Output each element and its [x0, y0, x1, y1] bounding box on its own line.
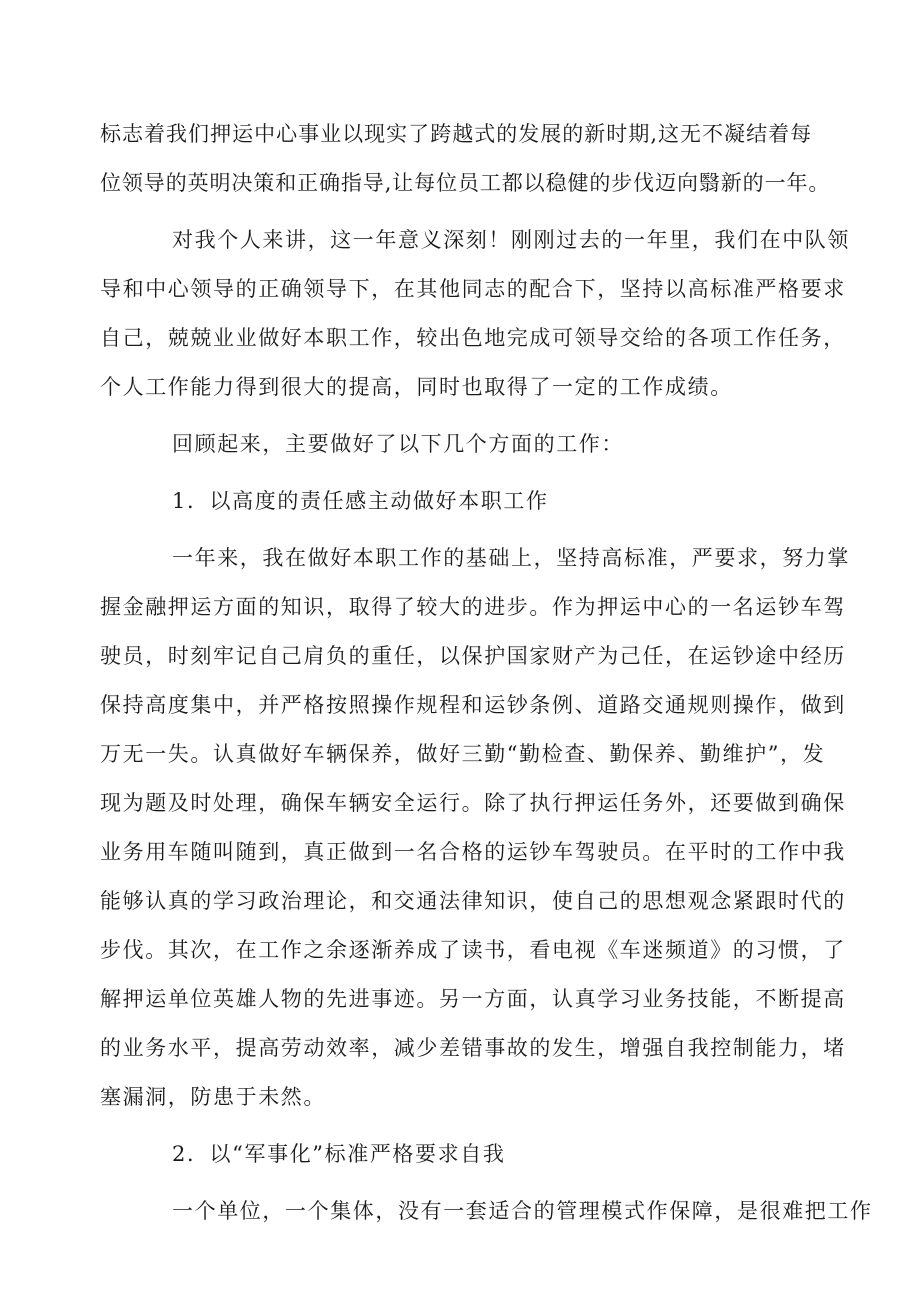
text-line: 解押运单位英雄人物的先进事迹。另一方面，认真学习业务技能，不断提高: [100, 987, 846, 1011]
text-line: 回顾起来，主要做好了以下几个方面的工作：: [172, 432, 624, 456]
paragraph-spacing: [100, 208, 812, 216]
paragraph-1: [100, 110, 831, 208]
text-line: 2．以“军事化”标准严格要求自我: [172, 1142, 506, 1166]
text-line: 一个单位，一个集体，没有一套适合的管理模式作保障，是很难把工作: [172, 1199, 873, 1223]
text-line: 的业务水平，提高劳动效率，减少差错事故的发生，增强自我控制能力，堵: [100, 1036, 846, 1060]
text-line: 保持高度集中，并严格按照操作规程和运钞条例、道路交通规则操作，做到: [100, 693, 846, 717]
text-line: 导和中心领导的正确领导下，在其他同志的配合下，坚持以高标准严格要求: [100, 277, 846, 301]
paragraph-spacing: [100, 1122, 812, 1130]
paragraph-6: [100, 1130, 812, 1179]
text-line: 驶员，时刻牢记自己肩负的重任，以保护国家财产为己任，在运钞途中经历: [100, 644, 846, 668]
text-line: 位领导的英明决策和正确指导,让每位员工都以稳健的步伐迈向翳新的一年。: [100, 171, 831, 195]
text-line: 塞漏洞，防患于未然。: [100, 1085, 326, 1109]
paragraph-spacing: [100, 1179, 812, 1187]
paragraph-5: [100, 534, 850, 1122]
paragraph-7: [100, 1187, 873, 1236]
text-line: 自己，兢兢业业做好本职工作，较出色地完成可领导交给的各项工作任务，: [100, 326, 846, 350]
text-line: 1．以高度的责任感主动做好本职工作: [172, 489, 549, 513]
paragraph-spacing: [100, 469, 812, 477]
text-line: 个人工作能力得到很大的提高，同时也取得了一定的工作成绩。: [100, 375, 733, 399]
text-line: 业务用车随叫随到，真正做到一名合格的运钞车驾驶员。在平时的工作中我: [100, 840, 846, 864]
paragraph-3: [100, 420, 812, 469]
text-line: 握金融押运方面的知识，取得了较大的进步。作为押运中心的一名运钞车驾: [100, 595, 846, 619]
paragraph-2: [100, 216, 850, 412]
text-line: 步伐。其次，在工作之余逐渐养成了读书，看电视《车迷频道》的习惯，了: [100, 938, 846, 962]
text-line: 对我个人来讲，这一年意义深刻！刚刚过去的一年里，我们在中队领: [172, 228, 850, 252]
paragraph-spacing: [100, 526, 812, 534]
paragraph-4: [100, 477, 812, 526]
text-line: 能够认真的学习政治理论，和交通法律知识，使自己的思想观念紧跟时代的: [100, 889, 846, 913]
text-line: 万无一失。认真做好车辆保养，做好三勤“勤检查、勤保养、勤维护”，发: [100, 742, 826, 766]
text-line: 现为题及时处理，确保车辆安全运行。除了执行押运任务外，还要做到确保: [100, 791, 846, 815]
paragraph-spacing: [100, 412, 812, 420]
text-line: 一年来，我在做好本职工作的基础上，坚持高标准，严要求，努力掌: [172, 546, 850, 570]
text-line: 标志着我们押运中心事业以现实了跨越式的发展的新时期,这无不凝结着每: [100, 122, 812, 146]
document-body: [100, 110, 873, 1236]
